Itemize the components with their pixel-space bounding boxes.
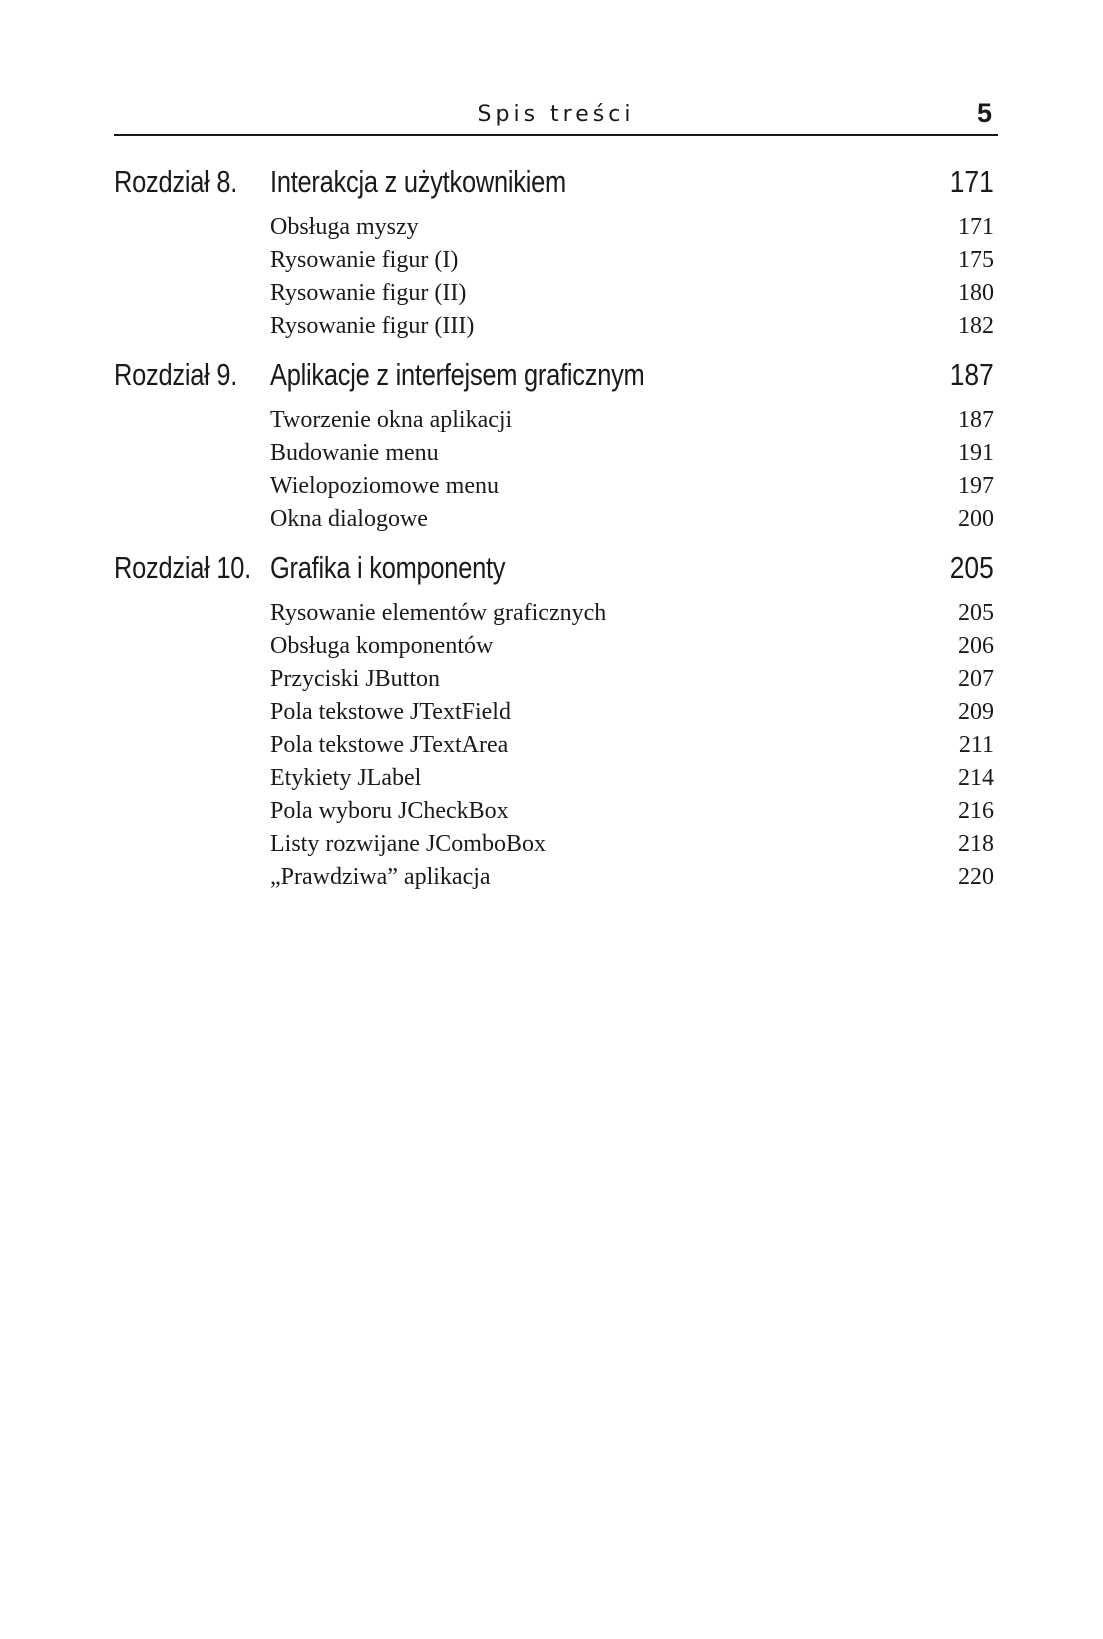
section-entry [114,277,994,310]
section-title: Rysowanie figur (I) [270,247,459,273]
section-page-number: 218 [958,831,994,857]
section-page-number: 207 [958,666,994,692]
section-title: Rysowanie elementów graficznych [270,600,607,626]
chapter-heading-row [114,349,994,404]
section-entry [114,310,994,343]
running-title: Spis treści [477,102,635,127]
section-title: „Prawdziwa” aplikacja [270,864,491,890]
section-title: Etykiety JLabel [270,765,422,791]
section-page-number: 171 [958,214,994,240]
section-list [114,597,994,894]
section-title: Budowanie menu [270,440,439,466]
section-entry [114,828,994,861]
section-page-number: 206 [958,633,994,659]
section-entry [114,503,994,536]
section-title: Tworzenie okna aplikacji [270,407,513,433]
section-page-number: 214 [958,765,994,791]
section-entry [114,729,994,762]
section-entry [114,244,994,277]
section-entry [114,861,994,894]
section-title: Okna dialogowe [270,506,428,532]
section-entry [114,211,994,244]
section-title: Pola tekstowe JTextField [270,699,511,725]
section-list [114,404,994,536]
page-header [114,96,998,136]
section-page-number: 197 [958,473,994,499]
section-title: Pola wyboru JCheckBox [270,798,509,824]
section-entry [114,404,994,437]
section-title: Listy rozwijane JComboBox [270,831,546,857]
section-page-number: 191 [958,440,994,466]
section-page-number: 180 [958,280,994,306]
chapter-page-number: 205 [950,550,994,585]
chapter-title: Aplikacje z interfejsem graficznym [270,357,645,392]
section-page-number: 200 [958,506,994,532]
section-title: Wielopoziomowe menu [270,473,499,499]
section-page-number: 216 [958,798,994,824]
section-page-number: 209 [958,699,994,725]
chapter-entry [114,156,994,343]
chapter-heading-row [114,542,994,597]
section-page-number: 175 [958,247,994,273]
section-entry [114,597,994,630]
section-title: Przyciski JButton [270,666,441,692]
chapter-title: Interakcja z użytkownikiem [270,164,566,199]
section-entry [114,795,994,828]
section-page-number: 182 [958,313,994,339]
section-entry [114,470,994,503]
section-entry [114,437,994,470]
chapter-heading-row [114,156,994,211]
section-page-number: 187 [958,407,994,433]
chapter-page-number: 187 [950,357,994,392]
section-entry [114,696,994,729]
chapter-label: Rozdział 8. [114,164,238,199]
section-page-number: 220 [958,864,994,890]
section-page-number: 211 [958,732,994,758]
section-title: Rysowanie figur (III) [270,313,475,339]
chapter-entry [114,542,994,894]
section-title: Obsługa komponentów [270,633,494,659]
section-entry [114,630,994,663]
section-entry [114,762,994,795]
page-number: 5 [976,98,992,128]
section-title: Rysowanie figur (II) [270,280,467,306]
chapter-label: Rozdział 10. [114,550,251,585]
table-of-contents [114,156,994,900]
chapter-page-number: 171 [950,164,994,199]
section-page-number: 205 [958,600,994,626]
chapter-entry [114,349,994,536]
chapter-label: Rozdział 9. [114,357,238,392]
section-entry [114,663,994,696]
section-title: Pola tekstowe JTextArea [270,732,509,758]
section-title: Obsługa myszy [270,214,419,240]
chapter-title: Grafika i komponenty [270,550,506,585]
section-list [114,211,994,343]
